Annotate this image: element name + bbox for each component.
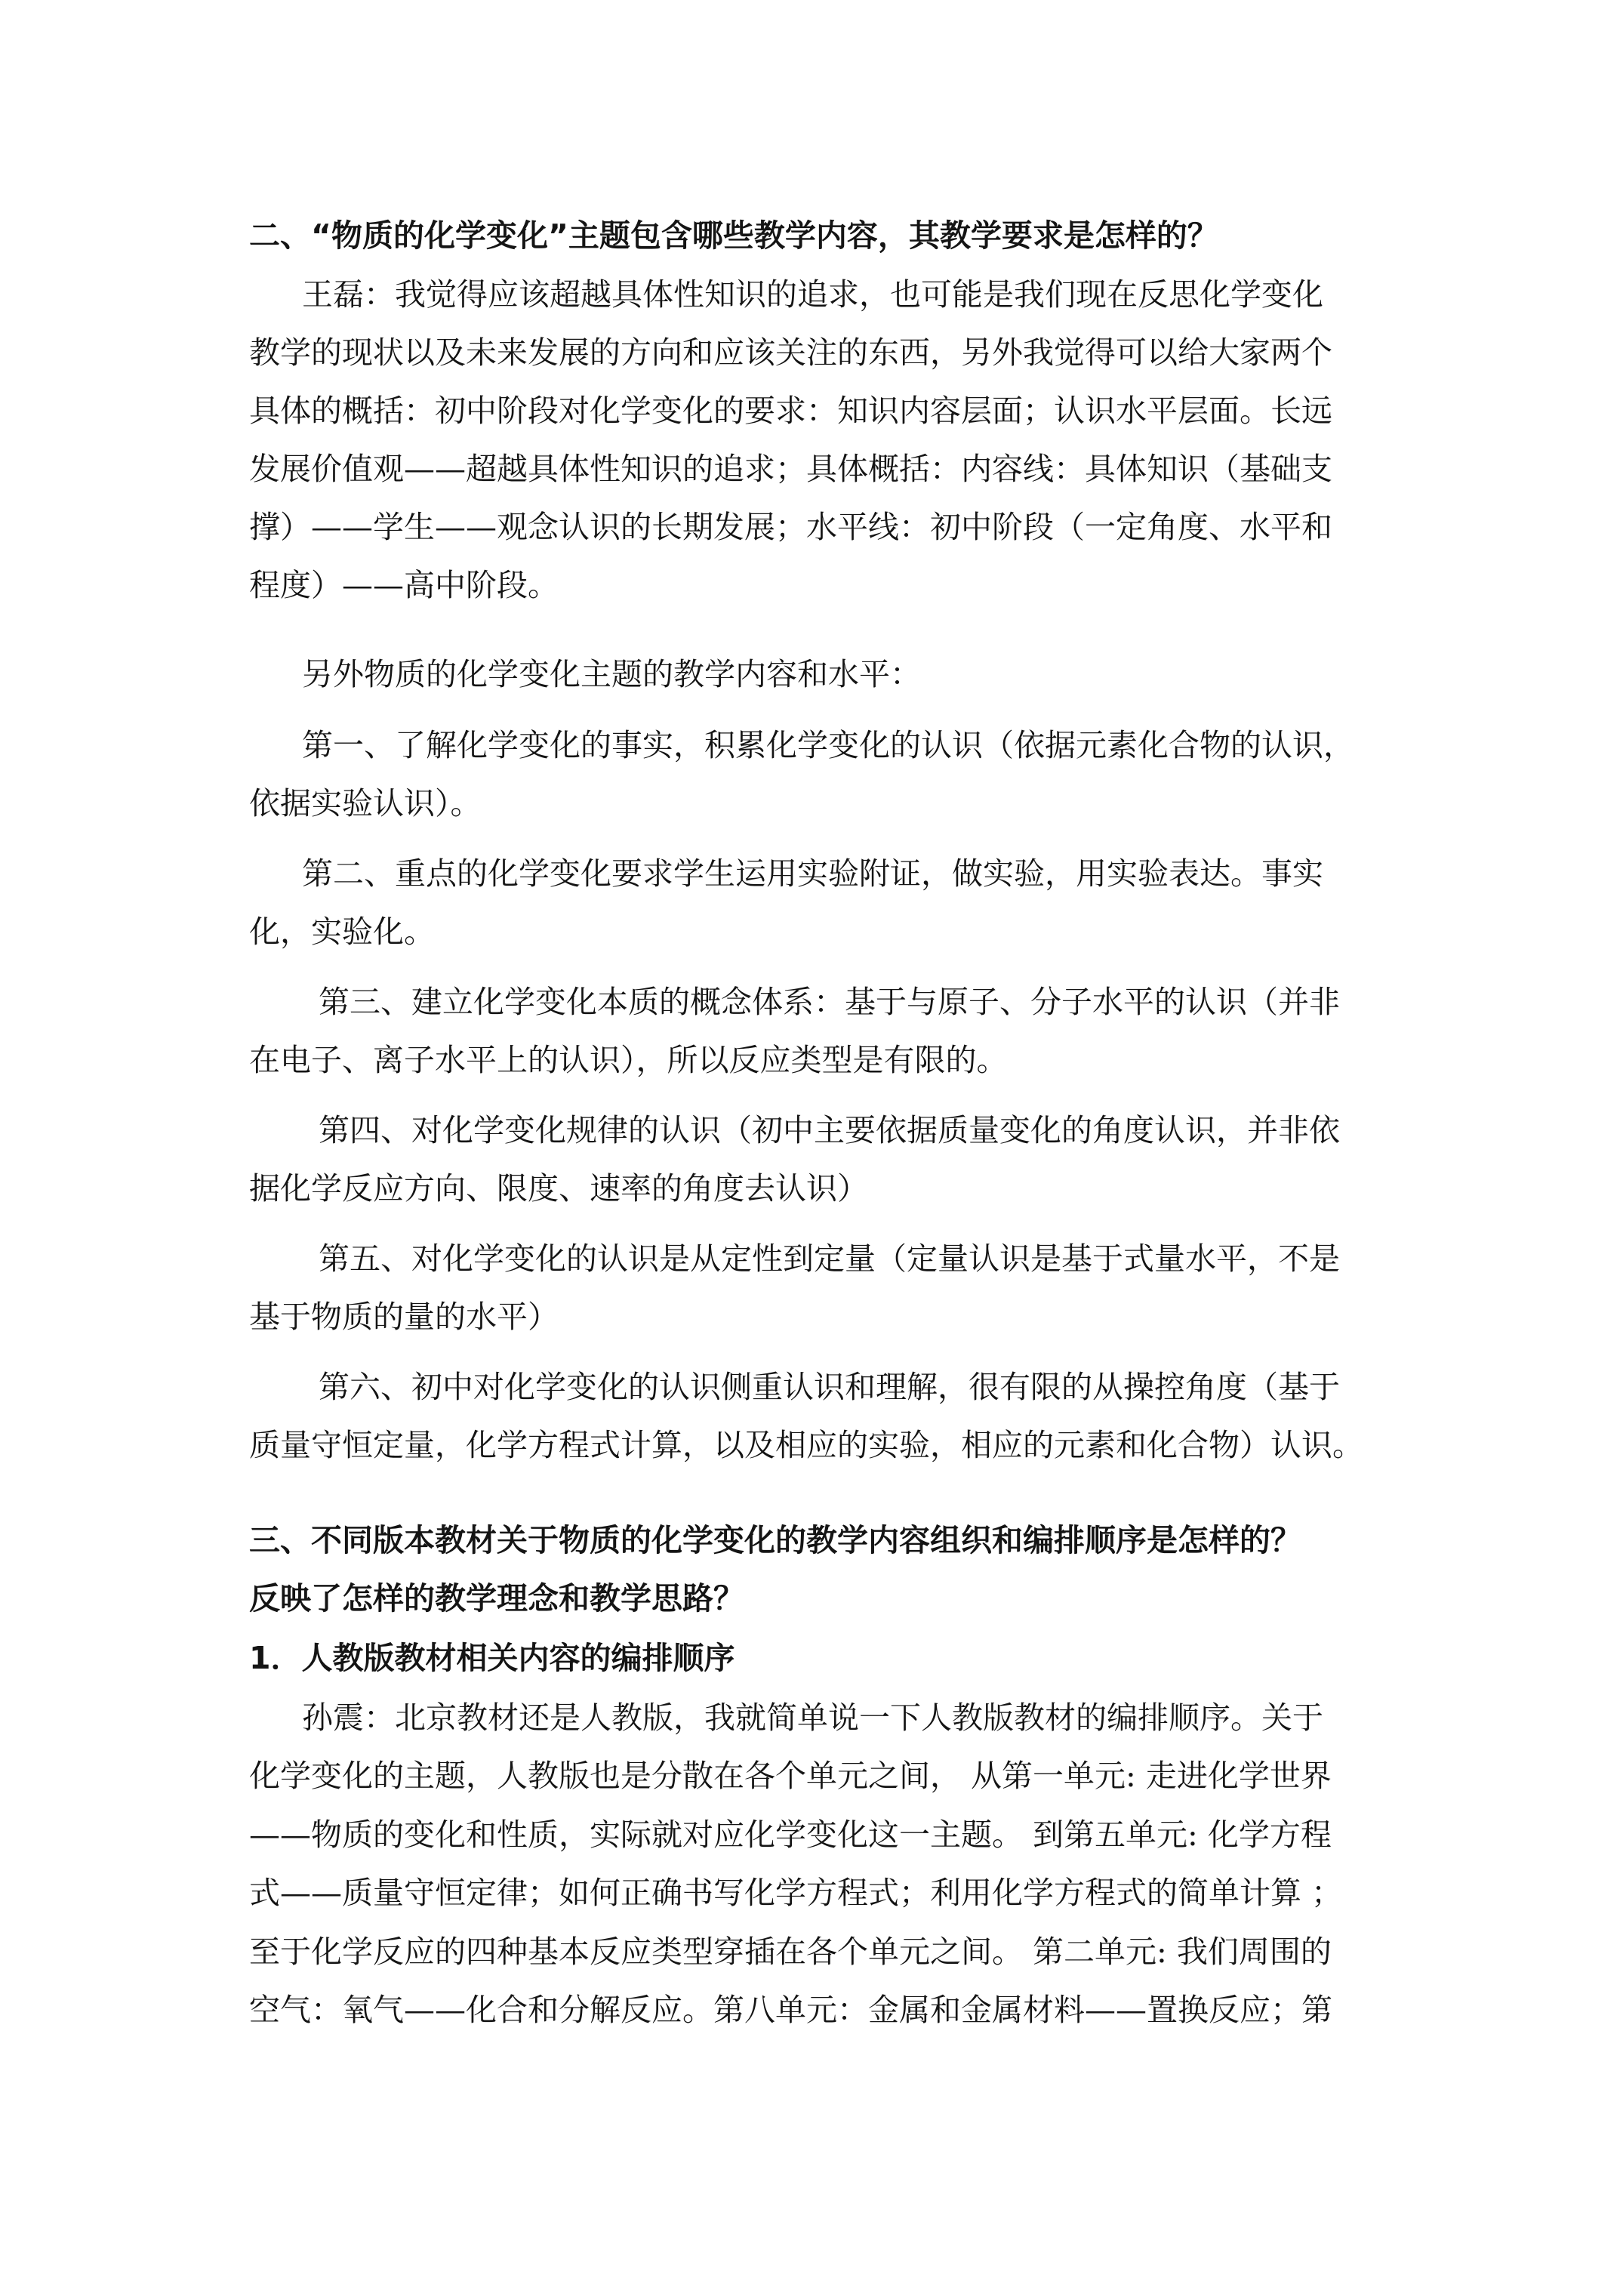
point-1-line: 依据实验认识）。 <box>249 785 482 821</box>
section-3-heading-line: 反映了怎样的教学理念和教学思路？ <box>249 1580 744 1616</box>
wanglei-paragraph-line: 教学的现状以及未来发展的方向和应该关注的东西，另外我觉得可以给大家两个 <box>249 334 1332 371</box>
wanglei-paragraph-line: 撑）——学生——观念认识的长期发展；水平线：初中阶段（一定角度、水平和 <box>249 509 1332 545</box>
wanglei-paragraph-line: 程度）——高中阶段。 <box>249 567 559 603</box>
point-5-line: 第五、对化学变化的认识是从定性到定量（定量认识是基于式量水平，不是 <box>319 1240 1340 1277</box>
section-2-heading: 二、“物质的化学变化”主题包含哪些教学内容，其教学要求是怎样的？ <box>249 217 1218 254</box>
sunzhen-paragraph-line: ——物质的变化和性质，实际就对应化学变化这一主题。 到第五单元: 化学方程 <box>249 1817 1332 1853</box>
sunzhen-paragraph-line: 至于化学反应的四种基本反应类型穿插在各个单元之间。 第二单元: 我们周围的 <box>249 1934 1332 1970</box>
point-6-line: 第六、初中对化学变化的认识侧重认识和理解，很有限的从操控角度（基于 <box>319 1369 1340 1405</box>
point-1-line: 第一、了解化学变化的事实，积累化学变化的认识（依据元素化合物的认识， <box>302 727 1354 763</box>
sunzhen-paragraph-line: 式——质量守恒定律；如何正确书写化学方程式；利用化学方程式的简单计算 ； <box>249 1875 1343 1911</box>
point-4-line: 据化学反应方向、限度、速率的角度去认识） <box>249 1170 868 1207</box>
sunzhen-paragraph-line: 孙震：北京教材还是人教版，我就简单说一下人教版教材的编排顺序。关于 <box>302 1700 1323 1736</box>
wanglei-paragraph-line: 发展价值观——超越具体性知识的追求；具体概括：内容线：具体知识（基础支 <box>249 451 1332 487</box>
point-5-line: 基于物质的量的水平） <box>249 1299 559 1335</box>
wanglei-paragraph-line: 王磊：我觉得应该超越具体性知识的追求，也可能是我们现在反思化学变化 <box>302 276 1323 313</box>
sunzhen-paragraph-line: 空气：氧气——化合和分解反应。第八单元：金属和金属材料——置换反应；第 <box>249 1992 1332 2028</box>
point-3-line: 在电子、离子水平上的认识），所以反应类型是有限的。 <box>249 1042 1008 1078</box>
sunzhen-paragraph-line: 化学变化的主题，人教版也是分散在各个单元之间， 从第一单元: 走进化学世界 <box>249 1758 1332 1794</box>
point-2-line: 第二、重点的化学变化要求学生运用实验附证，做实验，用实验表达。事实 <box>302 855 1323 892</box>
section-3-heading-line: 三、不同版本教材关于物质的化学变化的教学内容组织和编排顺序是怎样的？ <box>249 1522 1301 1558</box>
point-6-line: 质量守恒定量，化学方程式计算，以及相应的实验，相应的元素和化合物）认识。 <box>249 1427 1363 1463</box>
subheading-1: 1．人教版教材相关内容的编排顺序 <box>249 1640 735 1676</box>
point-2-line: 化，实验化。 <box>249 914 435 950</box>
wanglei-paragraph-line: 具体的概括：初中阶段对化学变化的要求：知识内容层面；认识水平层面。长远 <box>249 393 1332 429</box>
point-3-line: 第三、建立化学变化本质的概念体系：基于与原子、分子水平的认识（并非 <box>319 984 1340 1020</box>
point-4-line: 第四、对化学变化规律的认识（初中主要依据质量变化的角度认识，并非依 <box>319 1112 1340 1148</box>
content-intro-line: 另外物质的化学变化主题的教学内容和水平： <box>302 656 921 692</box>
